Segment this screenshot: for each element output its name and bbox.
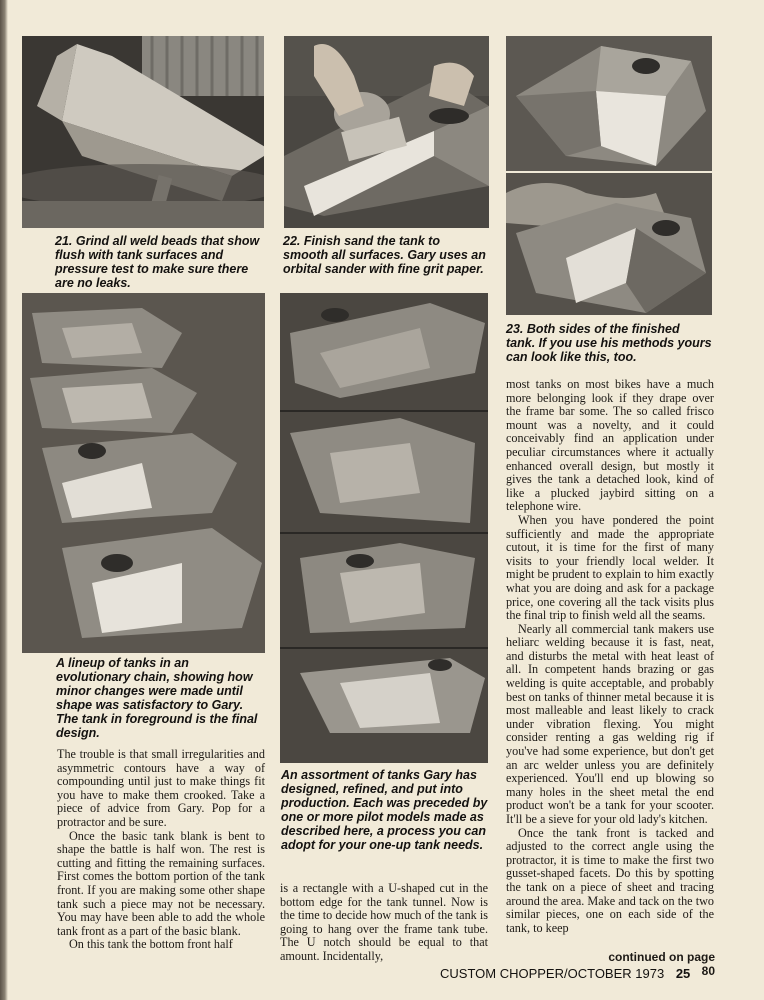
- caption-lineup: A lineup of tanks in an evolutionary chain, showing how minor changes were made until shape was satisfactory to Gary. The tank in foreground is the final design.: [56, 656, 258, 740]
- paragraph: is a rectangle with a U-shaped cut in the bottom edge for the tank tunnel. Now is the time to decide how much of the tank is going to hang over the frame tank tube. The U notch should be equal to that amount. Incidentally,: [280, 881, 488, 963]
- caption-23: 23. Both sides of the finished tank. If you use his methods yours can look like this, too.: [506, 322, 712, 364]
- page-footer: [440, 966, 720, 981]
- photo-orbital-sander: [284, 36, 489, 228]
- photo-tank-lineup: [22, 293, 265, 653]
- caption-22: 22. Finish sand the tank to smooth all surfaces. Gary uses an orbital sander with fine grit paper.: [283, 234, 486, 276]
- continued-note: continued on page 80: [608, 950, 715, 978]
- article-column-3: [506, 378, 714, 935]
- paragraph: When you have pondered the point sufficiently and made the appropriate cutout, it is time for the first of many visits to your friendly local welder. It might be prudent to explain to him exactly what you are doing and ask for a package price, one covering all the tack visits plus the final trip to finish weld all the seams.: [506, 512, 714, 623]
- caption-21: 21. Grind all weld beads that show flush with tank surfaces and pressure test to make sure there are no leaks.: [55, 234, 260, 290]
- page-binding-edge: [0, 0, 8, 1000]
- page-number: 25: [675, 966, 691, 981]
- photo-finished-tank-side-1: [506, 36, 712, 171]
- article-column-2: [280, 882, 488, 964]
- paragraph: Nearly all commercial tank makers use heliarc welding because it is fast, neat, and disturbs the metal with heat least of all. In competent hands brazing or gas welding is quite acceptable, and probably best on tanks of thinner metal because it is most malleable and least likely to crack under vibration flexing. You might consider renting a gas welding rig if you've had some experience, but don't get an arc welder unless you are definitely experienced. You'll end up blowing so many holes in the sheet metal the end product won't be a tank for your scooter. It'll be a sieve for your old lady's kitchen.: [506, 621, 714, 826]
- magazine-issue: CUSTOM CHOPPER/OCTOBER 1973: [440, 966, 665, 981]
- paragraph: On this tank the bottom front half: [69, 937, 233, 952]
- article-column-1: [57, 748, 265, 952]
- caption-assortment: An assortment of tanks Gary has designed, refined, and put into production. Each was preceded by one or more pilot models made as described here, a process you can adopt for your one-up tank needs.: [281, 768, 488, 852]
- paragraph: The trouble is that small irregularities and asymmetric contours have a way of compounding until just to make things fit you have to make them crooked. Take a piece of advice from Gary. Pop for a protractor and be sure.: [57, 747, 265, 829]
- paragraph: Once the basic tank blank is bent to shape the battle is half won. The rest is cutting and fitting the remaining surfaces. First comes the bottom portion of the tank front. If you are making some other shape tank such a piece may not be necessary. You may have been able to add the whole tank front as a part of the basic blank.: [57, 828, 265, 938]
- paragraph: most tanks on most bikes have a much more belonging look if they drape over the frame bar some. The so called frisco mount was a novelty, and it could conceivably find an application under peculiar circumstances where it actually enhanced overall design, but mostly it gives the tank a detached look, kind of like a plucked jaybird sitting on a telephone wire.: [506, 377, 714, 514]
- photo-tank-assortment: [280, 293, 488, 763]
- paragraph: Once the tank front is tacked and adjusted to the correct angle using the protractor, it is time to make the first two gusset-shaped facets. Do this by spotting the tank on a piece of sheet and tracing around the area. Make and tack on the two similar pieces, one on each side of the tank, to keep: [506, 825, 714, 935]
- photo-finished-tank-side-2: [506, 173, 712, 315]
- photo-grinding-weld-beads: [22, 36, 264, 228]
